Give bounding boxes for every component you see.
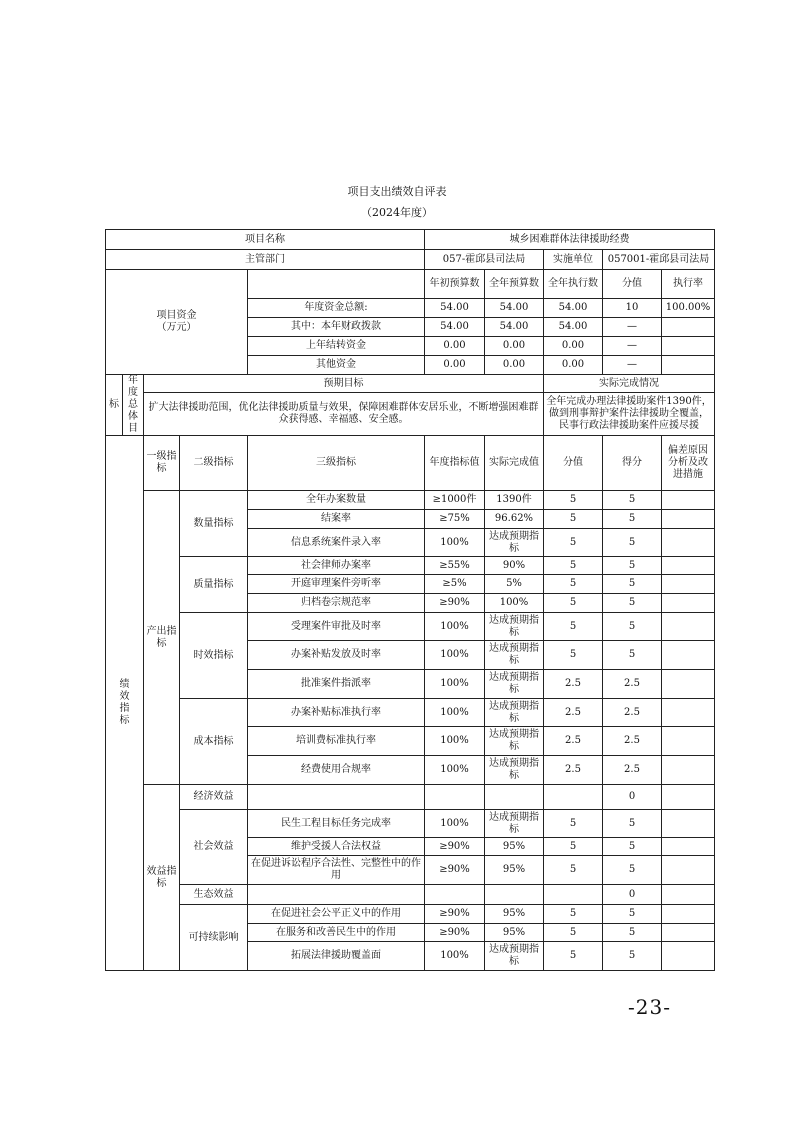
indicator-score: 5 (544, 613, 603, 641)
indicator-got: 5 (603, 924, 662, 942)
indicator-name: 经费使用合规率 (248, 756, 425, 785)
indicator-score: 5 (544, 594, 603, 613)
funds-cell: 0.00 (544, 356, 603, 375)
indicator-note (662, 810, 715, 838)
indicator-target: ≥90% (425, 905, 485, 924)
page-subtitle: （2024年度） (361, 206, 433, 219)
indicator-name: 开庭审理案件旁听率 (248, 575, 425, 594)
indicator-note (662, 838, 715, 856)
indicator-actual: 95% (485, 924, 544, 942)
funds-cell: 54.00 (425, 318, 485, 337)
funds-header-row (106, 270, 715, 299)
indicator-got: 5 (603, 491, 662, 510)
indicator-score: 5 (544, 856, 603, 885)
funds-cell (662, 337, 715, 356)
indicator-header: 二级指标 (180, 436, 248, 491)
indicator-row (106, 613, 715, 641)
indicator-actual: 达成预期指标 (485, 756, 544, 785)
indicator-score: 5 (544, 942, 603, 971)
goals-actual: 全年完成办理法律援助案件1390件，做到刑事辩护案件法律援助全覆盖，民事行政法律援助案件应援尽援 (544, 393, 715, 436)
page-title: 项目支出绩效自评表 (347, 185, 447, 198)
indicator-name (248, 885, 425, 905)
indicator-actual: 90% (485, 557, 544, 575)
indicator-target: ≥75% (425, 510, 485, 529)
indicator-note (662, 491, 715, 510)
funds-cell: — (603, 356, 662, 375)
indicator-target: ≥90% (425, 924, 485, 942)
funds-cell (662, 356, 715, 375)
indicator-row (106, 810, 715, 838)
level2-label: 可持续影响 (180, 905, 248, 971)
indicator-got: 5 (603, 641, 662, 670)
indicator-name: 在促进诉讼程序合法性、完整性中的作用 (248, 856, 425, 885)
goals-row (106, 393, 715, 436)
level2-label: 时效指标 (180, 613, 248, 699)
indicator-got: 5 (603, 529, 662, 557)
indicator-target: ≥1000件 (425, 491, 485, 510)
indicator-got: 5 (603, 905, 662, 924)
funds-cell: 10 (603, 299, 662, 318)
goals-side-label-a: 年度总体目 (123, 375, 144, 436)
indicator-score: 5 (544, 529, 603, 557)
indicator-got: 5 (603, 838, 662, 856)
indicator-target: ≥90% (425, 838, 485, 856)
indicator-row (106, 905, 715, 924)
indicator-name: 受理案件审批及时率 (248, 613, 425, 641)
dept-row (106, 250, 715, 270)
indicator-target: 100% (425, 529, 485, 557)
indicator-actual: 达成预期指标 (485, 942, 544, 971)
indicator-actual: 95% (485, 838, 544, 856)
indicator-target: 100% (425, 727, 485, 756)
indicator-actual (485, 785, 544, 810)
indicator-note (662, 510, 715, 529)
project-name-value: 城乡困难群体法律援助经费 (425, 230, 715, 250)
indicator-note (662, 905, 715, 924)
indicator-got: 5 (603, 810, 662, 838)
indicator-target: 100% (425, 641, 485, 670)
indicator-actual: 达成预期指标 (485, 641, 544, 670)
goals-actual-header: 实际完成情况 (544, 375, 715, 393)
indicator-name: 维护受援人合法权益 (248, 838, 425, 856)
indicator-target: 100% (425, 613, 485, 641)
funds-header-2: 全年执行数 (544, 270, 603, 299)
funds-row-label: 上年结转资金 (248, 337, 425, 356)
indicator-actual: 达成预期指标 (485, 810, 544, 838)
indicator-note (662, 885, 715, 905)
indicator-note (662, 727, 715, 756)
indicator-actual: 达成预期指标 (485, 727, 544, 756)
indicator-score: 2.5 (544, 727, 603, 756)
indicator-name: 结案率 (248, 510, 425, 529)
goals-side-label-b: 标 (106, 375, 123, 436)
indicator-name: 全年办案数量 (248, 491, 425, 510)
funds-label: 项目资金 （万元） (106, 270, 248, 375)
indicator-note (662, 613, 715, 641)
indicator-header: 三级指标 (248, 436, 425, 491)
level2-label: 社会效益 (180, 810, 248, 885)
funds-header-4: 执行率 (662, 270, 715, 299)
indicator-score: 5 (544, 557, 603, 575)
funds-row-label: 其中：本年财政拨款 (248, 318, 425, 337)
indicator-got: 2.5 (603, 670, 662, 699)
indicator-score: 5 (544, 905, 603, 924)
funds-cell: — (603, 337, 662, 356)
indicator-target: 100% (425, 810, 485, 838)
level2-label: 经济效益 (180, 785, 248, 810)
indicator-score: 2.5 (544, 756, 603, 785)
indicator-name (248, 785, 425, 810)
indicator-actual: 达成预期指标 (485, 529, 544, 557)
project-name-row (106, 230, 715, 250)
indicator-note (662, 942, 715, 971)
goals-expected: 扩大法律援助范围，优化法律援助质量与效果，保障困难群体安居乐业，不断增强困难群众获得感、幸福感、安全感。 (144, 393, 544, 436)
indicator-got: 2.5 (603, 699, 662, 727)
indicator-score: 5 (544, 838, 603, 856)
indicator-actual: 95% (485, 905, 544, 924)
indicator-name: 办案补贴标准执行率 (248, 699, 425, 727)
level2-label: 质量指标 (180, 557, 248, 613)
impl-value: 057001-霍邱县司法局 (603, 250, 715, 270)
dept-label: 主管部门 (106, 250, 425, 270)
indicator-target: 100% (425, 670, 485, 699)
level1-label: 效益指标 (144, 785, 180, 971)
performance-table (105, 229, 715, 971)
indicator-target: ≥5% (425, 575, 485, 594)
indicator-name: 办案补贴发放及时率 (248, 641, 425, 670)
indicator-actual: 达成预期指标 (485, 613, 544, 641)
funds-cell: 0.00 (485, 337, 544, 356)
indicator-actual: 96.62% (485, 510, 544, 529)
funds-cell: 54.00 (485, 299, 544, 318)
level2-label: 数量指标 (180, 491, 248, 557)
indicator-row (106, 699, 715, 727)
indicator-name: 民生工程目标任务完成率 (248, 810, 425, 838)
indicator-name: 拓展法律援助覆盖面 (248, 942, 425, 971)
indicator-header: 一级指标 (144, 436, 180, 491)
indicator-actual: 95% (485, 856, 544, 885)
indicator-got: 0 (603, 785, 662, 810)
funds-cell: 100.00% (662, 299, 715, 318)
indicator-score (544, 885, 603, 905)
indicator-score: 2.5 (544, 670, 603, 699)
indicator-note (662, 641, 715, 670)
dept-value: 057-霍邱县司法局 (425, 250, 544, 270)
goals-header-row (106, 375, 715, 393)
funds-row-label: 年度资金总额: (248, 299, 425, 318)
indicator-target: 100% (425, 699, 485, 727)
indicator-note (662, 699, 715, 727)
indicator-got: 5 (603, 510, 662, 529)
indicator-score: 5 (544, 510, 603, 529)
funds-cell: 0.00 (485, 356, 544, 375)
funds-cell: — (603, 318, 662, 337)
page-number: -23- (628, 995, 671, 1019)
goals-expected-header: 预期目标 (144, 375, 544, 393)
indicator-row (106, 491, 715, 510)
indicator-score: 5 (544, 491, 603, 510)
funds-cell: 54.00 (544, 318, 603, 337)
indicator-note (662, 785, 715, 810)
funds-cell: 54.00 (425, 299, 485, 318)
indicator-target: ≥90% (425, 856, 485, 885)
indicator-actual: 1390件 (485, 491, 544, 510)
indicator-score: 5 (544, 575, 603, 594)
indicator-target: 100% (425, 942, 485, 971)
funds-header-blank (248, 270, 425, 299)
indicator-name: 归档卷宗规范率 (248, 594, 425, 613)
funds-cell: 0.00 (425, 356, 485, 375)
indicator-note (662, 856, 715, 885)
indicator-note (662, 575, 715, 594)
level2-label: 生态效益 (180, 885, 248, 905)
indicator-target: ≥55% (425, 557, 485, 575)
indicator-note (662, 924, 715, 942)
indicator-header-row (106, 436, 715, 491)
indicator-header: 分值 (544, 436, 603, 491)
indicator-score: 2.5 (544, 699, 603, 727)
indicator-name: 信息系统案件录入率 (248, 529, 425, 557)
indicator-name: 培训费标准执行率 (248, 727, 425, 756)
funds-header-0: 年初预算数 (425, 270, 485, 299)
indicator-actual: 达成预期指标 (485, 699, 544, 727)
indicator-header: 实际完成值 (485, 436, 544, 491)
funds-cell: 54.00 (485, 318, 544, 337)
indicator-header: 年度指标值 (425, 436, 485, 491)
funds-cell: 0.00 (544, 337, 603, 356)
indicator-score (544, 785, 603, 810)
indicator-header: 偏差原因分析及改进措施 (662, 436, 715, 491)
indicator-got: 2.5 (603, 756, 662, 785)
indicator-score: 5 (544, 810, 603, 838)
indicators-side-label: 绩效指标 (106, 436, 144, 971)
indicator-score: 5 (544, 641, 603, 670)
funds-cell: 54.00 (544, 299, 603, 318)
indicator-name: 批准案件指派率 (248, 670, 425, 699)
level2-label: 成本指标 (180, 699, 248, 785)
indicator-row (106, 557, 715, 575)
indicator-row (106, 885, 715, 905)
indicator-target: ≥90% (425, 594, 485, 613)
funds-header-1: 全年预算数 (485, 270, 544, 299)
indicator-note (662, 756, 715, 785)
indicator-got: 5 (603, 942, 662, 971)
funds-cell (662, 318, 715, 337)
indicator-got: 5 (603, 594, 662, 613)
indicator-got: 5 (603, 613, 662, 641)
indicator-got: 5 (603, 856, 662, 885)
indicator-target (425, 785, 485, 810)
indicator-got: 2.5 (603, 727, 662, 756)
indicator-got: 0 (603, 885, 662, 905)
indicator-got: 5 (603, 557, 662, 575)
indicator-actual: 100% (485, 594, 544, 613)
indicator-got: 5 (603, 575, 662, 594)
indicator-row (106, 785, 715, 810)
indicator-note (662, 557, 715, 575)
indicator-note (662, 594, 715, 613)
funds-cell: 0.00 (425, 337, 485, 356)
indicator-actual: 5% (485, 575, 544, 594)
impl-label: 实施单位 (544, 250, 603, 270)
indicator-actual (485, 885, 544, 905)
indicator-target (425, 885, 485, 905)
indicator-score: 5 (544, 924, 603, 942)
indicator-actual: 达成预期指标 (485, 670, 544, 699)
indicator-note (662, 529, 715, 557)
funds-header-3: 分值 (603, 270, 662, 299)
indicator-name: 在促进社会公平正义中的作用 (248, 905, 425, 924)
funds-row-label: 其他资金 (248, 356, 425, 375)
indicator-target: 100% (425, 756, 485, 785)
indicator-name: 社会律师办案率 (248, 557, 425, 575)
level1-label: 产出指标 (144, 491, 180, 785)
project-name-label: 项目名称 (106, 230, 425, 250)
indicator-header: 得分 (603, 436, 662, 491)
indicator-note (662, 670, 715, 699)
indicator-name: 在服务和改善民生中的作用 (248, 924, 425, 942)
